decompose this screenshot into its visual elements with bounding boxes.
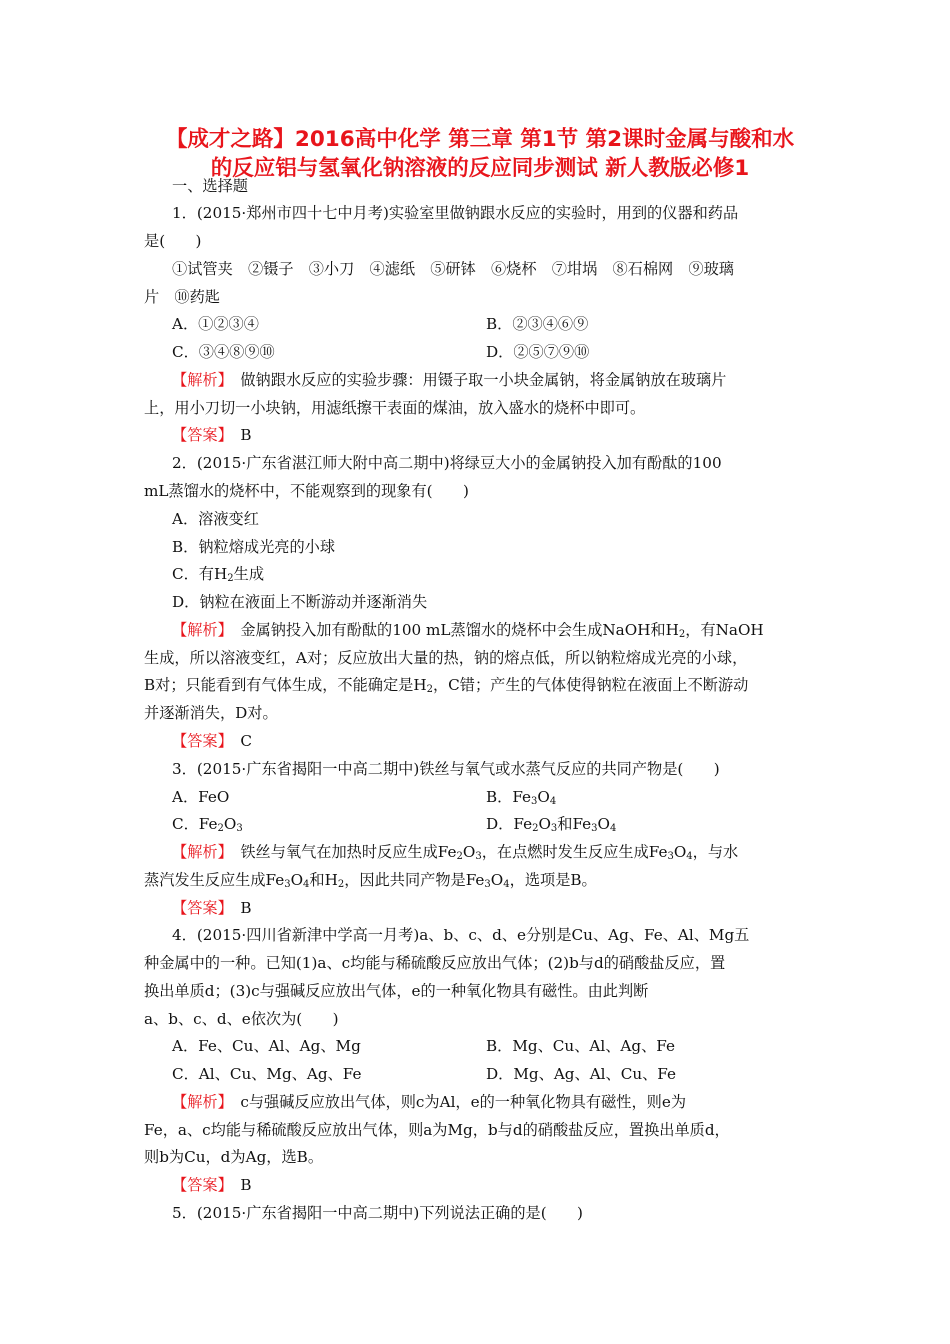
q2-analysis-line-3: B对；只能看到有气体生成，不能确定是$H_2$，C错；产生的气体使得钠粒在液面上不断游动 — [144, 676, 749, 695]
q4-analysis-line-1: 【解析】 c与强碱反应放出气体，则c为Al，e的一种氧化物具有磁性，则e为 — [172, 1093, 687, 1111]
document-title-line-2: 的反应铝与氢氧化钠溶液的反应同步测试 新人教版必修1 — [210, 156, 750, 181]
q2-stem-line-1: 2．(2015·广东省湛江师大附中高二期中)将绿豆大小的金属钠投入加有酚酞的100 — [172, 454, 722, 472]
q1-stem-line-1: 1．(2015·郑州市四十七中月考)实验室里做钠跟水反应的实验时，用到的仪器和药品 — [172, 204, 739, 222]
q2-option-c: C．有$H_2$生成 — [172, 565, 264, 584]
analysis-label: 【解析】 — [172, 843, 226, 861]
q3-option-c: C．$Fe_2O_3$ — [172, 815, 243, 834]
q1-list-line-2: 片 ⑩药匙 — [144, 288, 220, 306]
q2-option-b: B．钠粒熔成光亮的小球 — [172, 538, 336, 556]
q4-answer-line — [172, 1175, 252, 1195]
answer-label: 【答案】 — [172, 899, 226, 917]
analysis-label: 【解析】 — [172, 621, 226, 639]
q2-analysis-line-2: 生成，所以溶液变红，A对；反应放出大量的热，钠的熔点低，所以钠粒熔成光亮的小球， — [144, 649, 748, 667]
q4-answer: B — [240, 1176, 252, 1194]
analysis-label: 【解析】 — [172, 371, 226, 389]
q1-option-d: D．②⑤⑦⑨⑩ — [486, 343, 590, 361]
q2-answer-line — [172, 731, 252, 751]
q4-stem-line-2: 种金属中的一种。已知(1)a、c均能与稀硫酸反应放出气体；(2)b与d的硝酸盐反应，置 — [144, 954, 726, 972]
q3-stem: 3．(2015·广东省揭阳一中高二期中)铁丝与氧气或水蒸气反应的共同产物是( ) — [172, 760, 720, 778]
q2-analysis-line-4: 并逐渐消失，D对。 — [144, 704, 278, 722]
q4-analysis-line-2: Fe，a、c均能与稀硫酸反应放出气体，则a为Mg，b与d的硝酸盐反应，置换出单质d， — [144, 1121, 730, 1139]
document-title-line-1: 【成才之路】2016高中化学 第三章 第1节 第2课时金属与酸和水 — [165, 127, 795, 152]
answer-label: 【答案】 — [172, 1176, 226, 1194]
q4-option-b: B．Mg、Cu、Al、Ag、Fe — [486, 1037, 675, 1055]
q1-analysis-line-2: 上，用小刀切一小块钠，用滤纸擦干表面的煤油，放入盛水的烧杯中即可。 — [144, 399, 646, 417]
q2-option-a: A．溶液变红 — [172, 510, 259, 528]
q2-option-d: D．钠粒在液面上不断游动并逐渐消失 — [172, 593, 428, 611]
q4-stem-line-4: a、b、c、d、e依次为( ) — [144, 1010, 339, 1028]
q1-stem-line-2: 是( ) — [144, 232, 202, 250]
q1-option-a: A．①②③④ — [172, 315, 259, 333]
q4-option-a: A．Fe、Cu、Al、Ag、Mg — [172, 1037, 361, 1055]
q3-analysis-line-1: 【解析】 铁丝与氧气在加热时反应生成$Fe_2O_3$，在点燃时发生反应生成$Fe_3O_4$，与水 — [172, 843, 739, 862]
q2-answer: C — [240, 732, 252, 750]
q1-list-line-1: ①试管夹 ②镊子 ③小刀 ④滤纸 ⑤研钵 ⑥烧杯 ⑦坩埚 ⑧石棉网 ⑨玻璃 — [172, 260, 734, 278]
section-heading: 一、选择题 — [172, 177, 248, 195]
q4-stem-line-1: 4．(2015·四川省新津中学高一月考)a、b、c、d、e分别是Cu、Ag、Fe、Al、Mg五 — [172, 926, 750, 944]
q1-answer-line — [172, 425, 252, 445]
q1-analysis-text-1: 做钠跟水反应的实验步骤：用镊子取一小块金属钠，将金属钠放在玻璃片 — [240, 371, 727, 389]
q4-analysis-line-3: 则b为Cu，d为Ag，选B。 — [144, 1148, 324, 1166]
q2-stem-line-2: mL蒸馏水的烧杯中，不能观察到的现象有( ) — [144, 482, 469, 500]
q3-answer-line — [172, 898, 252, 918]
q5-stem: 5．(2015·广东省揭阳一中高二期中)下列说法正确的是( ) — [172, 1204, 583, 1222]
q1-answer: B — [240, 426, 252, 444]
q1-option-c: C．③④⑧⑨⑩ — [172, 343, 275, 361]
q3-answer: B — [240, 899, 252, 917]
answer-label: 【答案】 — [172, 732, 226, 750]
q2-analysis-line-1: 【解析】 金属钠投入加有酚酞的100 mL蒸馏水的烧杯中会生成NaOH和$H_2$，有NaOH — [172, 621, 764, 640]
q1-option-b: B．②③④⑥⑨ — [486, 315, 589, 333]
q4-stem-line-3: 换出单质d；(3)c与强碱反应放出气体，e的一种氧化物具有磁性。由此判断 — [144, 982, 649, 1000]
q4-option-c: C．Al、Cu、Mg、Ag、Fe — [172, 1065, 362, 1083]
q4-option-d: D．Mg、Ag、Al、Cu、Fe — [486, 1065, 676, 1083]
analysis-label: 【解析】 — [172, 1093, 226, 1111]
q3-option-b: B．$Fe_3O_4$ — [486, 788, 557, 807]
q3-analysis-line-2: 蒸汽发生反应生成$Fe_3O_4$和$H_2$，因此共同产物是$Fe_3O_4$，选项是B。 — [144, 871, 597, 890]
q3-option-d: D．$Fe_2O_3$和$Fe_3O_4$ — [486, 815, 617, 834]
q1-analysis-line-1 — [172, 370, 726, 390]
q3-option-a: A．FeO — [172, 788, 230, 806]
answer-label: 【答案】 — [172, 426, 226, 444]
